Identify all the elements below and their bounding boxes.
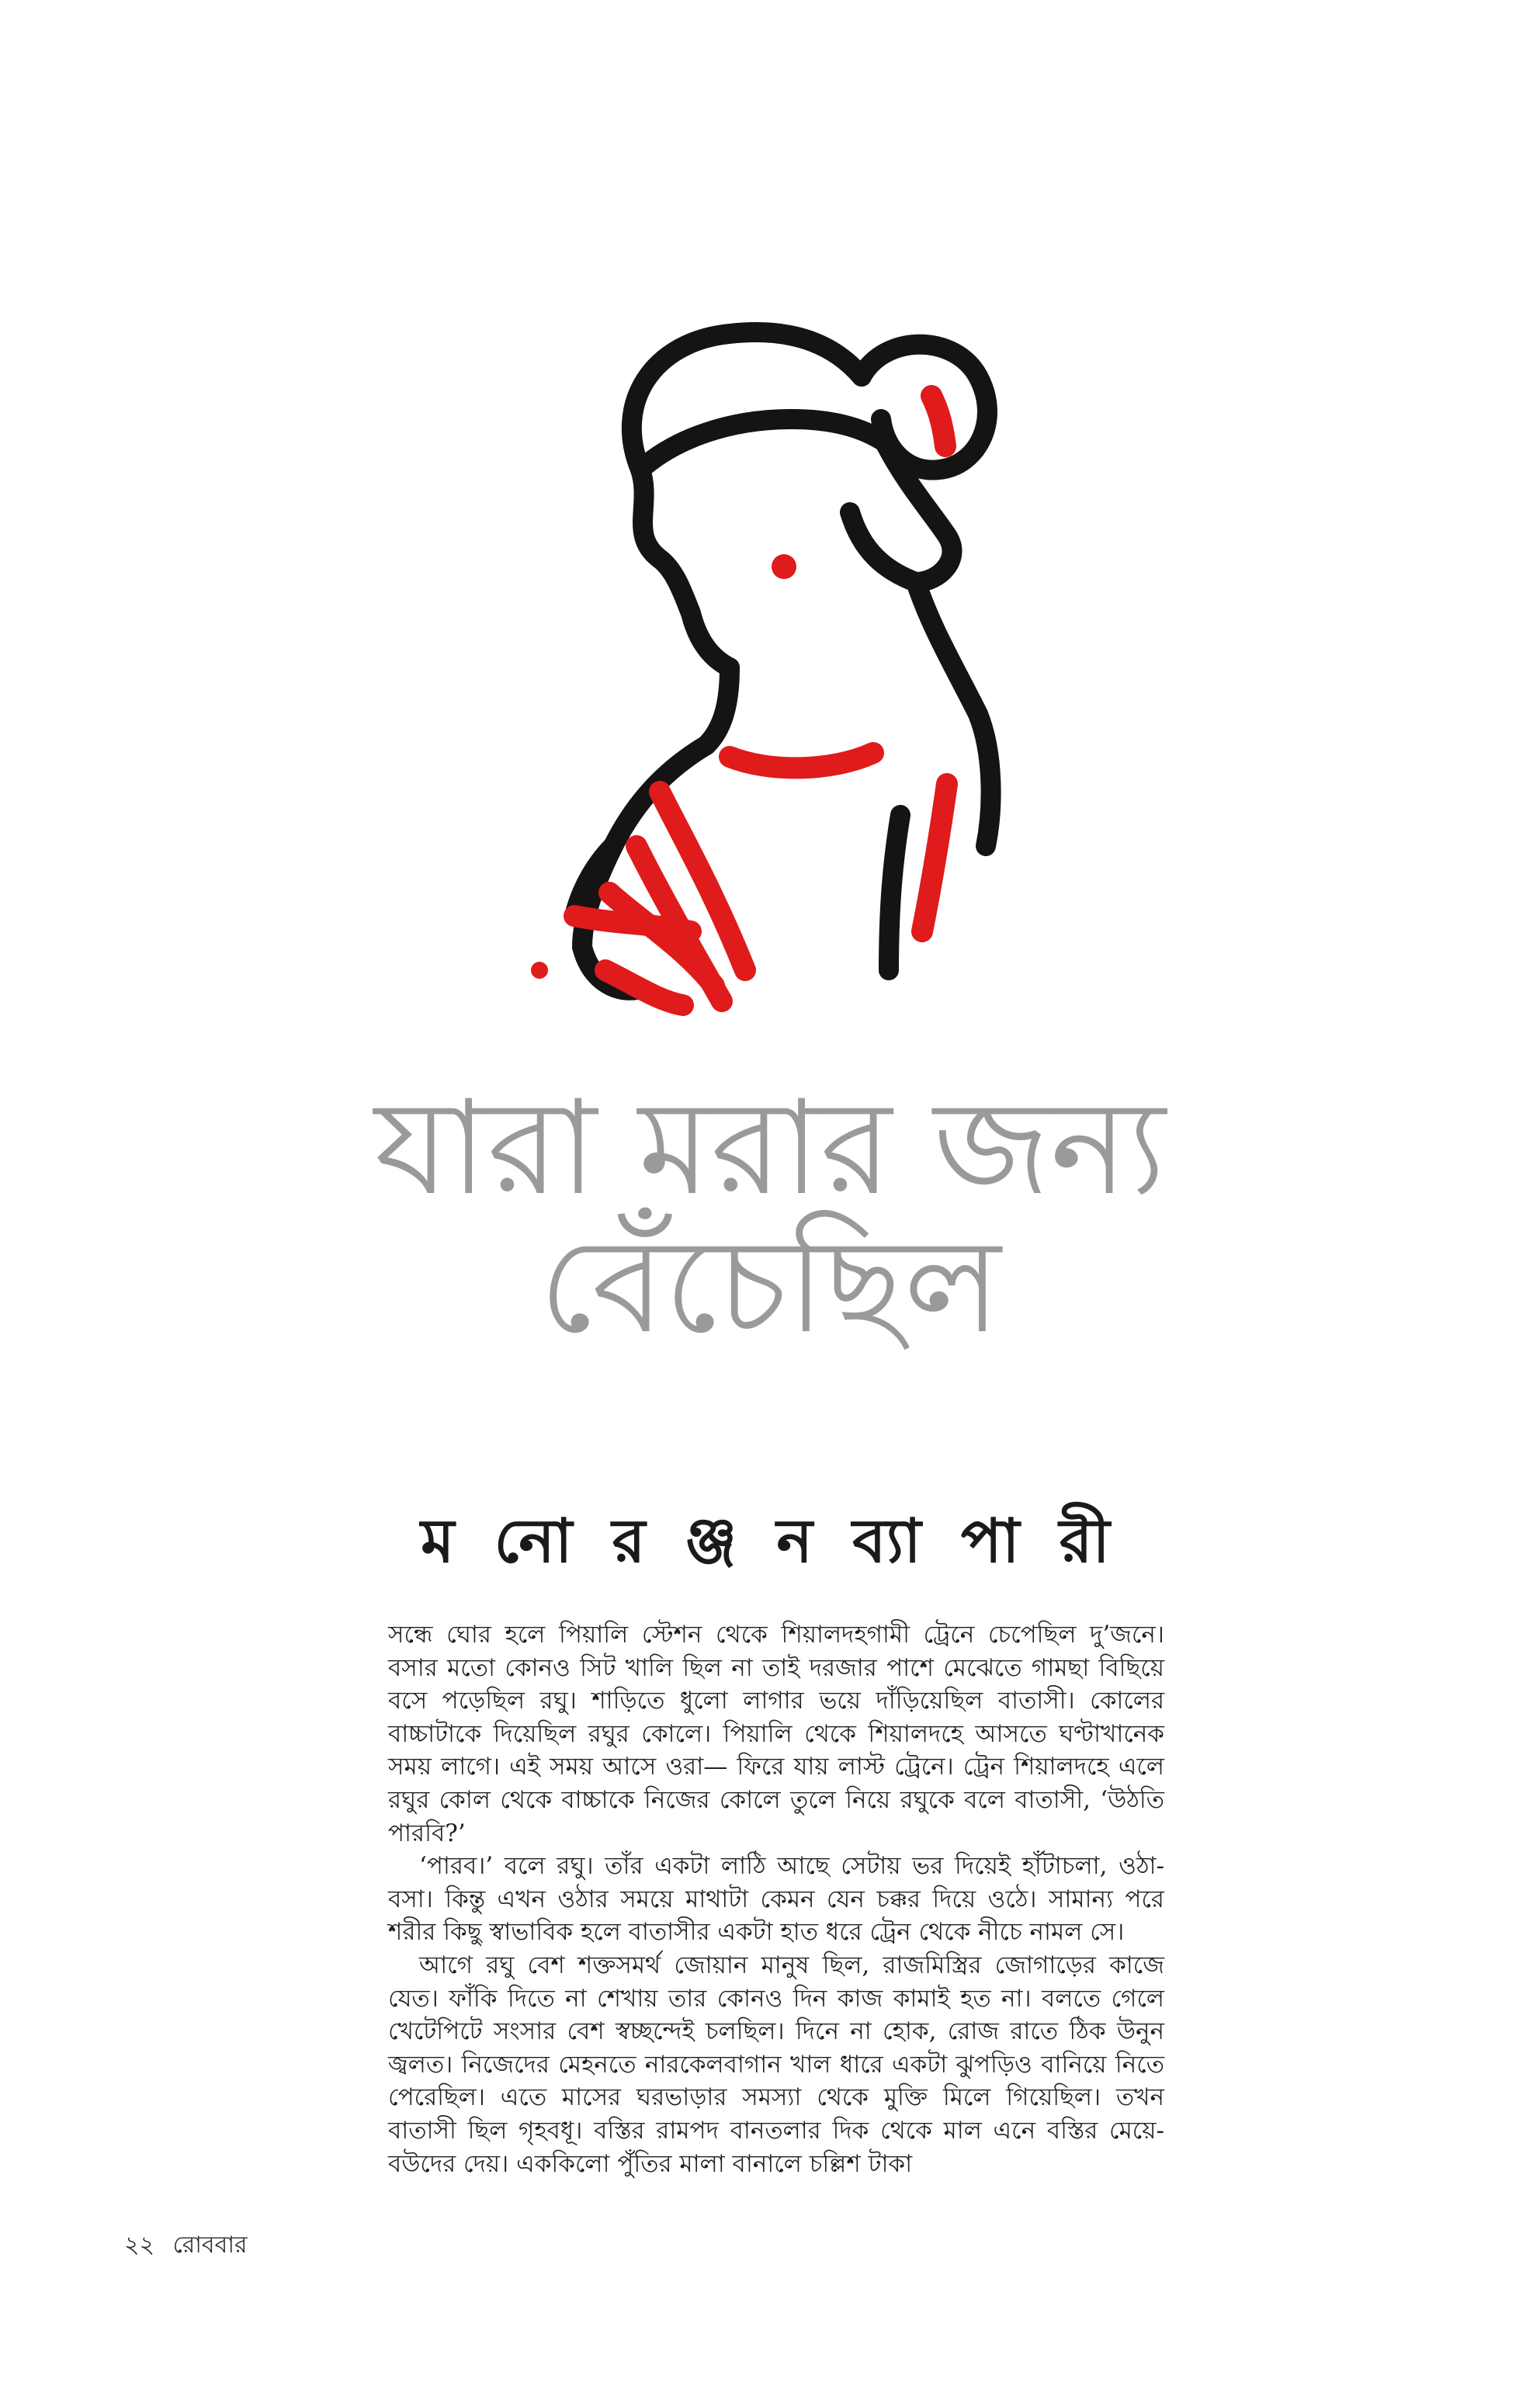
hand-dot [531,962,548,979]
woman-line-illustration [497,303,1040,1063]
story-title-line-1: যারা মরার জন্য [374,1072,1166,1224]
story-title-line-2: বেঁচেছিল [539,1210,1001,1363]
paragraph-1: সন্ধে ঘোর হলে পিয়ালি স্টেশন থেকে শিয়ালদহগামী ট্রেনে চেপেছিল দু’জনে। বসার মতো কোনও সিট খালি ছিল না তাই দরজার পাশে মেঝেতে গামছা বিছিয়ে বসে পড়েছিল রঘু। শাড়িতে ধুলো লাগার ভয়ে দাঁড়িয়েছিল বাতাসী। কোলের বাচ্চাটাকে দিয়েছিল রঘুর কোলে। পিয়ালি থেকে শিয়ালদহে আসতে ঘণ্টাখানেক সময় লাগে। এই সময় আসে ওরা— ফিরে যায় লাস্ট ট্রেনে। ট্রেন শিয়ালদহে এলে রঘুর কোল থেকে বাচ্চাকে নিজের কোলে তুলে নিয়ে রঘুকে বলে বাতাসী, ‘উঠতি পারবি?’ [388,1621,1164,1847]
page-footer [124,2226,248,2266]
page-number: ২২ [124,2232,155,2259]
magazine-name: রোববার [172,2232,248,2259]
paragraph-3: আগে রঘু বেশ শক্তসমর্থ জোয়ান মানুষ ছিল, রাজমিস্ত্রির জোগাড়ের কাজে যেত। ফাঁকি দিতে না শেখায় তার কোনও দিন কাজ কামাই হত না। বলতে গেলে খেটেপিটে সংসার বেশ স্বচ্ছন্দেই চলছিল। দিনে না হোক, রোজ রাতে ঠিক উনুন জ্বলত। নিজেদের মেহনতে নারকেলবাগান খাল ধারে একটা ঝুপড়িও বানিয়ে নিতে পেরেছিল। এতে মাসের ঘরভাড়ার সমস্যা থেকে মুক্তি মিলে গিয়েছিল। তখন বাতাসী ছিল গৃহবধূ। বস্তির রামপদ বানতলার দিক থেকে মাল এনে বস্তির মেয়ে-বউদের দেয়। এককিলো পুঁতির মালা বানালে চল্লিশ টাকা [388,1951,1164,2178]
article-body [388,1618,1164,2180]
earring-dot [772,554,796,579]
story-title [233,1072,1307,1363]
paragraph-2: ‘পারব।’ বলে রঘু। তাঁর একটা লাঠি আছে সেটায় ভর দিয়েই হাঁটাচলা, ওঠা-বসা। কিন্তু এখন ওঠার সময়ে মাথাটা কেমন যেন চক্কর দিয়ে ওঠে। সামান্য পরে শরীর কিছু স্বাভাবিক হলে বাতাসীর একটা হাত ধরে ট্রেন থেকে নীচে নামল সে। [388,1852,1164,1947]
author-name: ম নো র ঞ্জ ন ব্যা পা রী [421,1507,1119,1576]
